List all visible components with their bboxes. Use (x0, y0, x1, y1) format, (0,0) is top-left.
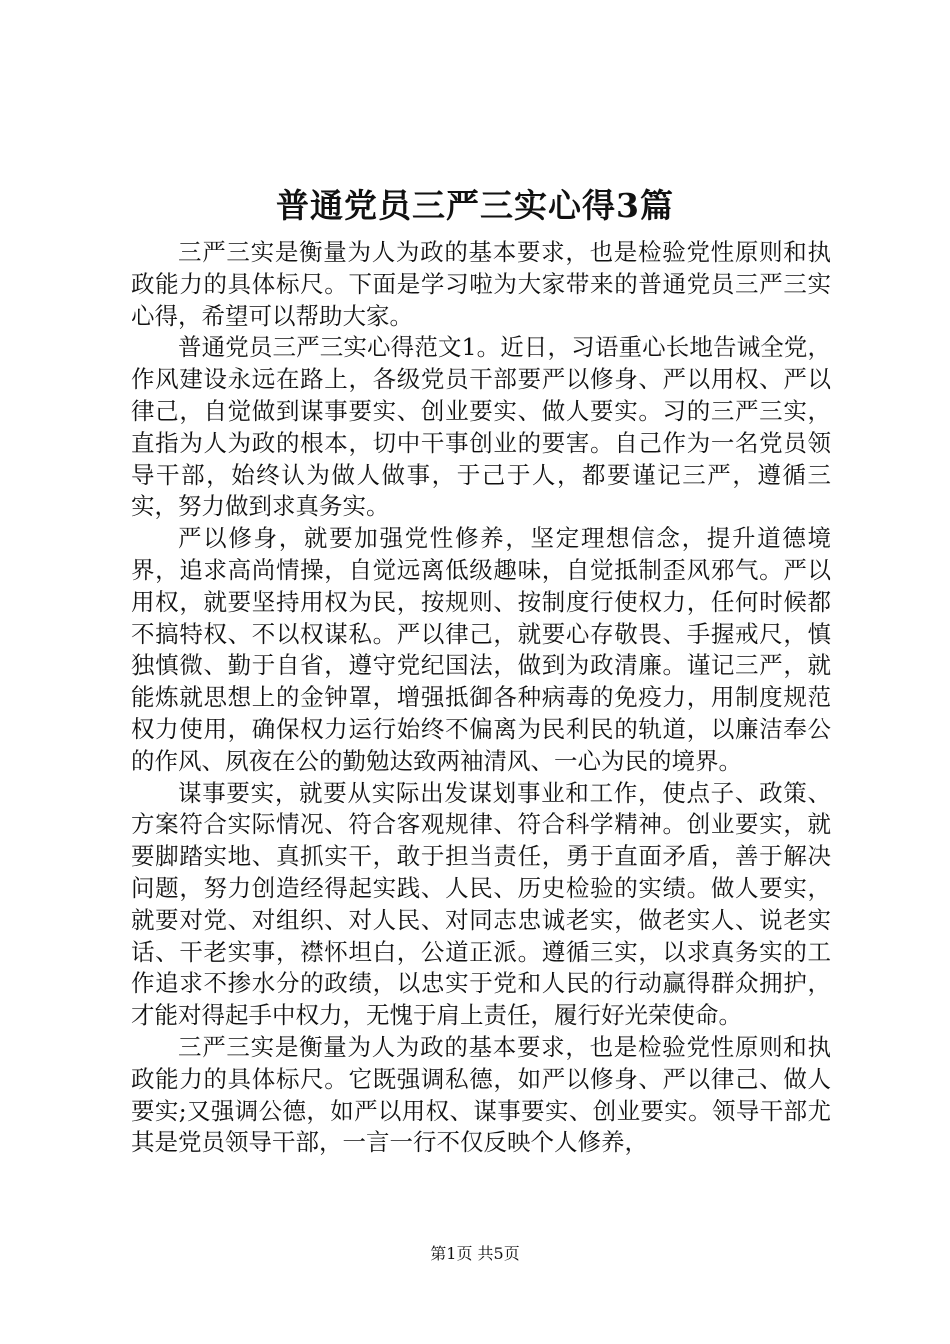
body-paragraph-4: 谋事要实，就要从实际出发谋划事业和工作，使点子、政策、方案符合实际情况、符合客观规律、符合科学精神。创业要实，就要脚踏实地、真抓实干，敢于担当责任，勇于直面矛盾，善于解决问题，努力创造经得起实践、人民、历史检验的实绩。做人要实，就要对党、对组织、对人民、对同志忠诚老实，做老实人、说老实话、干老实事，襟怀坦白，公道正派。遵循三实，以求真务实的工作追求不掺水分的政绩，以忠实于党和人民的行动赢得群众拥护，才能对得起手中权力，无愧于肩上责任，履行好光荣使命。 (131, 778, 831, 1030)
body-paragraph-5: 三严三实是衡量为人为政的基本要求，也是检验党性原则和执政能力的具体标尺。它既强调私德，如严以修身、严以律己、做人要实;又强调公德，如严以用权、谋事要实、创业要实。领导干部尤其是党员领导干部，一言一行不仅反映个人修养， (131, 1032, 831, 1157)
body-paragraph-2: 普通党员三严三实心得范文1。近日，习语重心长地告诫全党，作风建设永远在路上，各级党员干部要严以修身、严以用权、严以律己，自觉做到谋事要实、创业要实、做人要实。习的三严三实，直指为人为政的根本，切中干事创业的要害。自己作为一名党员领导干部，始终认为做人做事，于己于人，都要谨记三严，遵循三实，努力做到求真务实。 (131, 333, 831, 521)
body-paragraph-3: 严以修身，就要加强党性修养，坚定理想信念，提升道德境界，追求高尚情操，自觉远离低级趣味，自觉抵制歪风邪气。严以用权，就要坚持用权为民，按规则、按制度行使权力，任何时候都不搞特权、不以权谋私。严以律己，就要心存敬畏、手握戒尺，慎独慎微、勤于自省，遵守党纪国法，做到为政清廉。谨记三严，就能炼就思想上的金钟罩，增强抵御各种病毒的免疫力，用制度规范权力使用，确保权力运行始终不偏离为民利民的轨道，以廉洁奉公的作风、夙夜在公的勤勉达致两袖清风、一心为民的境界。 (131, 524, 831, 775)
document-title: 普通党员三严三实心得3篇 (276, 186, 674, 225)
document-body (131, 237, 831, 1159)
body-paragraph-1: 三严三实是衡量为人为政的基本要求，也是检验党性原则和执政能力的具体标尺。下面是学习啦为大家带来的普通党员三严三实心得，希望可以帮助大家。 (131, 238, 831, 330)
page-number-footer: 第1页 共5页 (430, 1244, 520, 1263)
